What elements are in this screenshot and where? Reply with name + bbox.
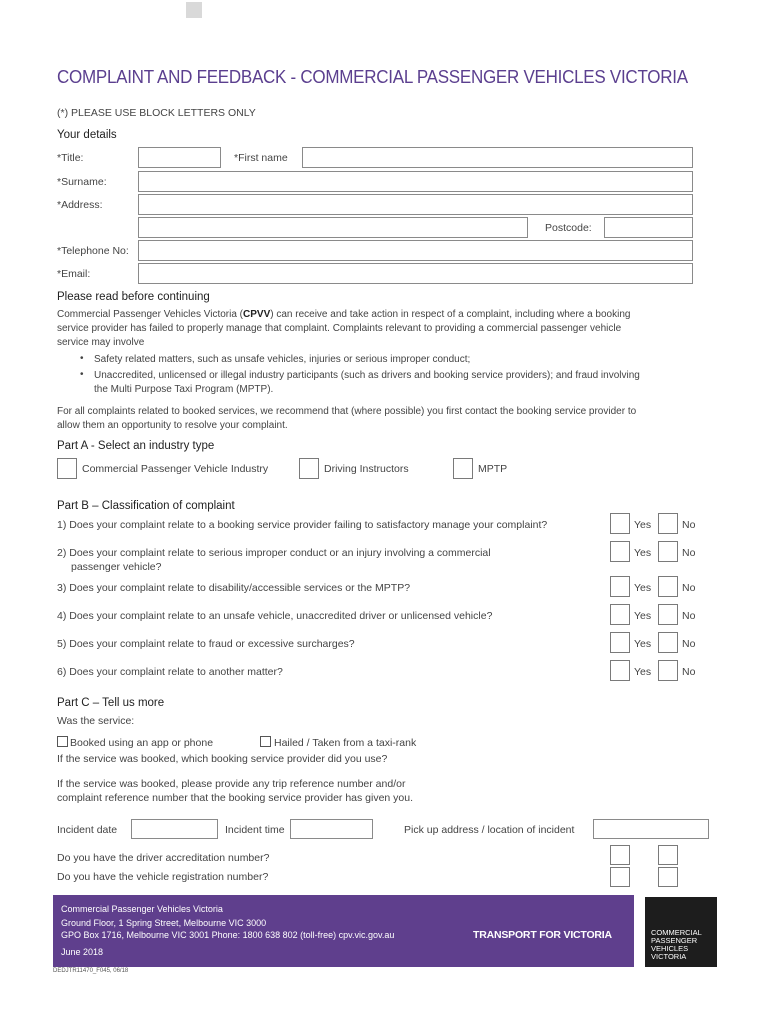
driver-accred-yes-checkbox[interactable] [610, 845, 630, 865]
cpvv-logo-line-3: VEHICLES [651, 944, 689, 953]
question-3: 3) Does your complaint relate to disability/accessible services or the MPTP? [57, 582, 411, 594]
q3-no-checkbox[interactable] [658, 576, 678, 597]
address-field-line2[interactable] [138, 217, 528, 238]
intro-line-1: Commercial Passenger Vehicles Victoria (CPVV) can receive and take action in respect of a complaint, including where a booking [57, 309, 631, 320]
q6-no-label: No [682, 666, 696, 678]
q2-no-label: No [682, 547, 696, 559]
q6-yes-checkbox[interactable] [610, 660, 630, 681]
q5-no-label: No [682, 638, 696, 650]
q6-no-checkbox[interactable] [658, 660, 678, 681]
q3-yes-checkbox[interactable] [610, 576, 630, 597]
booked-note-line-2: allow them an opportunity to resolve your complaint. [57, 420, 288, 431]
transport-for-victoria-logo: TRANSPORT FOR VICTORIA [473, 929, 612, 941]
postcode-label: Postcode: [545, 222, 592, 234]
trip-ref-line-2: complaint reference number that the booking service provider has given you. [57, 792, 414, 804]
vehicle-reg-no-checkbox[interactable] [658, 867, 678, 887]
footer-org: Commercial Passenger Vehicles Victoria [61, 904, 223, 914]
q5-no-checkbox[interactable] [658, 632, 678, 653]
first-name-label: *First name [234, 152, 288, 164]
industry-driving-label: Driving Instructors [324, 463, 409, 475]
footer-banner [53, 895, 634, 967]
q2-yes-checkbox[interactable] [610, 541, 630, 562]
bullet-2-line-2: the Multi Purpose Taxi Program (MPTP). [94, 384, 274, 395]
booked-app-checkbox[interactable] [57, 736, 68, 747]
booked-note-line-1: For all complaints related to booked services, we recommend that (where possible) you first contact the booking service provider to [57, 406, 637, 417]
footer-address-1: Ground Floor, 1 Spring Street, Melbourne VIC 3000 [61, 918, 267, 928]
vehicle-reg-yes-checkbox[interactable] [610, 867, 630, 887]
incident-time-field[interactable] [290, 819, 373, 839]
vehicle-reg-label: Do you have the vehicle registration number? [57, 871, 269, 883]
part-c-heading: Part C – Tell us more [57, 697, 165, 709]
driver-accred-no-checkbox[interactable] [658, 845, 678, 865]
incident-date-field[interactable] [131, 819, 218, 839]
q3-yes-label: Yes [634, 582, 652, 594]
address-field-line1[interactable] [138, 194, 693, 215]
grey-marker [186, 2, 202, 18]
question-2-line-2: passenger vehicle? [71, 561, 162, 573]
industry-mptp-label: MPTP [478, 463, 508, 475]
postcode-field[interactable] [604, 217, 693, 238]
q4-yes-label: Yes [634, 610, 652, 622]
q1-no-checkbox[interactable] [658, 513, 678, 534]
q3-no-label: No [682, 582, 696, 594]
question-6: 6) Does your complaint relate to another matter? [57, 666, 283, 678]
address-label: *Address: [57, 199, 103, 211]
q4-yes-checkbox[interactable] [610, 604, 630, 625]
industry-cpv-checkbox[interactable] [57, 458, 77, 479]
cpvv-logo-line-2: PASSENGER [651, 936, 698, 945]
q2-no-checkbox[interactable] [658, 541, 678, 562]
cpvv-logo-line-1: COMMERCIAL [651, 928, 702, 937]
read-before-heading: Please read before continuing [57, 291, 210, 303]
block-letters-note: (*) PLEASE USE BLOCK LETTERS ONLY [57, 107, 256, 119]
question-2: 2) Does your complaint relate to serious improper conduct or an injury involving a commercial [57, 547, 491, 559]
q1-yes-checkbox[interactable] [610, 513, 630, 534]
bullet-icon: • [80, 369, 84, 380]
pickup-label: Pick up address / location of incident [404, 824, 575, 836]
pickup-field[interactable] [593, 819, 709, 839]
q1-yes-label: Yes [634, 519, 652, 531]
title-field[interactable] [138, 147, 221, 168]
intro-line-2: service provider has failed to properly manage that complaint. Complaints relevant to providing a commercial passenger vehicle [57, 323, 622, 334]
bullet-1: Safety related matters, such as unsafe vehicles, injuries or serious improper conduct; [94, 354, 471, 365]
telephone-field[interactable] [138, 240, 693, 261]
incident-time-label: Incident time [225, 824, 285, 836]
surname-field[interactable] [138, 171, 693, 192]
question-1: 1) Does your complaint relate to a booking service provider failing to satisfactory manage your complaint? [57, 519, 548, 531]
trip-ref-line-1: If the service was booked, please provide any trip reference number and/or [57, 778, 406, 790]
your-details-heading: Your details [57, 129, 117, 141]
q4-no-label: No [682, 610, 696, 622]
q5-yes-label: Yes [634, 638, 652, 650]
cpvv-logo-line-4: VICTORIA [651, 952, 687, 961]
bullet-2-line-1: Unaccredited, unlicensed or illegal industry participants (such as drivers and booking service providers); and fraud involving [94, 370, 640, 381]
footer-date: June 2018 [61, 947, 104, 957]
industry-driving-checkbox[interactable] [299, 458, 319, 479]
q2-yes-label: Yes [634, 547, 652, 559]
question-5: 5) Does your complaint relate to fraud or excessive surcharges? [57, 638, 355, 650]
cpvv-logo [645, 897, 717, 967]
hailed-checkbox[interactable] [260, 736, 271, 747]
q4-no-checkbox[interactable] [658, 604, 678, 625]
incident-date-label: Incident date [57, 824, 118, 836]
intro-line-3: service may involve [57, 337, 145, 348]
doc-code: DEDJTR11470_F045, 06/18 [53, 968, 129, 974]
first-name-field[interactable] [302, 147, 693, 168]
part-b-heading: Part B – Classification of complaint [57, 500, 235, 512]
bullet-icon: • [80, 353, 84, 364]
industry-cpv-label: Commercial Passenger Vehicle Industry [82, 463, 269, 475]
hailed-label: Hailed / Taken from a taxi-rank [274, 737, 417, 749]
which-provider-label: If the service was booked, which booking service provider did you use? [57, 753, 388, 765]
driver-accred-label: Do you have the driver accreditation number? [57, 852, 270, 864]
footer-address-2: GPO Box 1716, Melbourne VIC 3001 Phone: 1800 638 802 (toll-free) cpv.vic.gov.au [61, 930, 395, 940]
booked-app-label: Booked using an app or phone [70, 737, 214, 749]
industry-mptp-checkbox[interactable] [453, 458, 473, 479]
q5-yes-checkbox[interactable] [610, 632, 630, 653]
title-label: *Title: [57, 152, 84, 164]
email-field[interactable] [138, 263, 693, 284]
email-label: *Email: [57, 268, 91, 280]
was-service-label: Was the service: [57, 715, 135, 727]
surname-label: *Surname: [57, 176, 107, 188]
question-4: 4) Does your complaint relate to an unsafe vehicle, unaccredited driver or unlicensed vehicle? [57, 610, 493, 622]
page-title: COMPLAINT AND FEEDBACK - COMMERCIAL PASSENGER VEHICLES VICTORIA [57, 66, 688, 87]
q1-no-label: No [682, 519, 696, 531]
telephone-label: *Telephone No: [57, 245, 129, 257]
part-a-heading: Part A - Select an industry type [57, 440, 215, 452]
q6-yes-label: Yes [634, 666, 652, 678]
